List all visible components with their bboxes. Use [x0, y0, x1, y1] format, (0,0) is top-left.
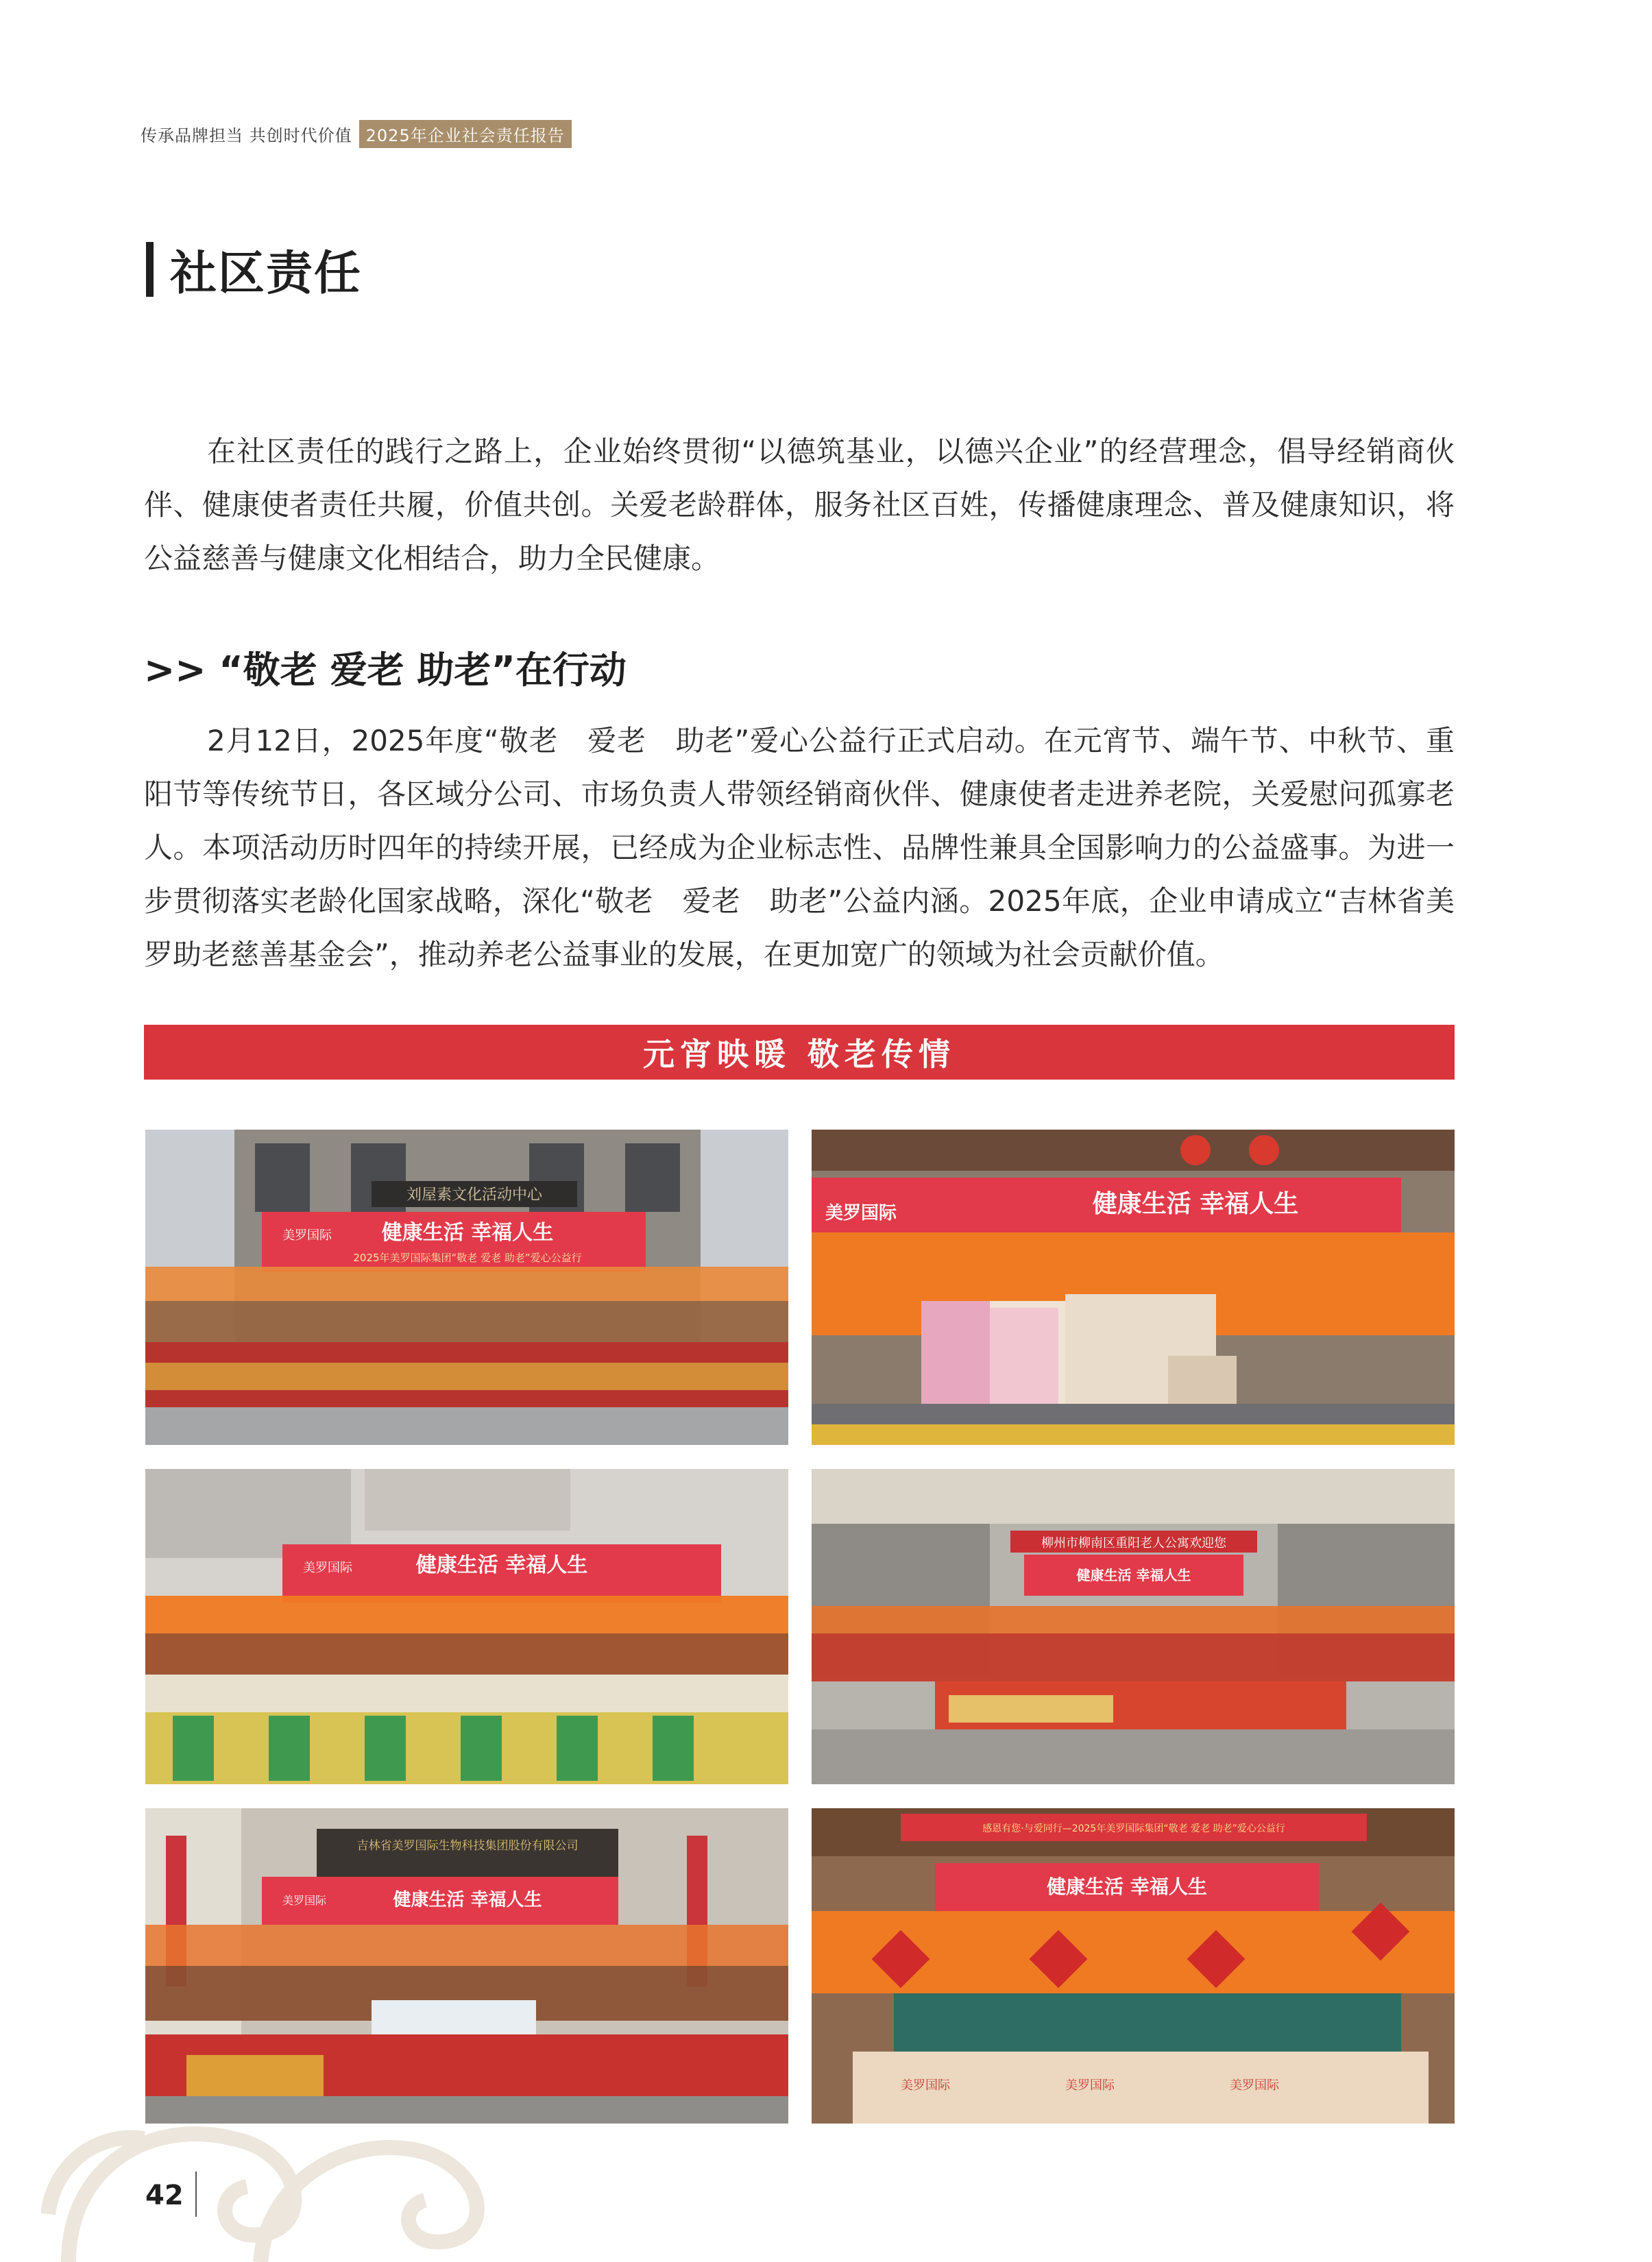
svg-text:健康生活 幸福人生: 健康生活 幸福人生 — [1076, 1567, 1191, 1583]
svg-text:美罗国际: 美罗国际 — [303, 1561, 352, 1575]
svg-text:健康生活 幸福人生: 健康生活 幸福人生 — [381, 1221, 554, 1245]
svg-text:美罗国际: 美罗国际 — [1230, 2078, 1279, 2093]
event-photo-3 — [145, 1469, 788, 1784]
svg-text:健康生活 幸福人生: 健康生活 幸福人生 — [1047, 1875, 1207, 1898]
svg-text:健康生活 幸福人生: 健康生活 幸福人生 — [1092, 1190, 1299, 1218]
photo-section-banner: 元宵映暖 敬老传情 — [144, 1025, 1455, 1080]
cloud-pattern-decoration — [41, 2077, 521, 2262]
section-title-text: 社区责任 — [170, 246, 363, 301]
page-number-divider — [195, 2172, 197, 2217]
subsection-paragraph: 2月12日，2025年度“敬老 爱老 助老”爱心公益行正式启动。在元宵节、端午节、中秋节、重阳节等传统节日，各区域分公司、市场负责人带领经销商伙伴、健康使者走进养老院，关爱慰问孤寡老人。本项活动历时四年的持续开展，已经成为企业标志性、品牌性兼具全国影响力的公益盛事。为进一步贯彻落实老龄化国家战略，深化“敬老 爱老 助老”公益内涵。2025年底，企业申请成立“吉林省美罗助老慈善基金会”，推动养老公益事业的发展，在更加宽广的领域为社会贡献价值。 — [144, 724, 1455, 971]
event-photo-6 — [812, 1808, 1455, 2124]
svg-text:健康生活 幸福人生: 健康生活 幸福人生 — [393, 1890, 542, 1910]
intro-paragraph: 在社区责任的践行之路上，企业始终贯彻“以德筑基业，以德兴企业”的经营理念，倡导经销商伙伴、健康使者责任共履，价值共创。关爱老龄群体，服务社区百姓，传播健康理念、普及健康知识，将公益慈善与健康文化相结合，助力全民健康。 — [144, 435, 1455, 575]
svg-text:2025年美罗国际集团“敬老 爱老 助老”爱心公益行: 2025年美罗国际集团“敬老 爱老 助老”爱心公益行 — [353, 1252, 582, 1264]
photo-6-sign: 感恩有您·与爱同行—2025年美罗国际集团“敬老 爱老 助老”爱心公益行 — [982, 1823, 1285, 1834]
svg-text:美罗国际: 美罗国际 — [901, 2078, 950, 2093]
svg-text:美罗国际: 美罗国际 — [282, 1894, 327, 1907]
svg-text:美罗国际: 美罗国际 — [1065, 2078, 1115, 2093]
svg-text:美罗国际: 美罗国际 — [282, 1228, 332, 1243]
page-number: 42 — [145, 2180, 184, 2211]
svg-text:健康生活 幸福人生: 健康生活 幸福人生 — [415, 1553, 588, 1577]
header-report-tag: 2025年企业社会责任报告 — [359, 120, 572, 148]
event-photo-1 — [145, 1130, 788, 1445]
event-photo-2 — [812, 1130, 1455, 1445]
page-header — [141, 121, 572, 147]
svg-text:美罗国际: 美罗国际 — [825, 1203, 897, 1224]
event-photo-4 — [812, 1469, 1455, 1784]
subsection-heading: >> “敬老 爱老 助老”在行动 — [144, 648, 627, 692]
header-slogan: 传承品牌担当 共创时代价值 — [141, 125, 352, 145]
event-photo-5 — [145, 1808, 788, 2124]
section-title — [146, 241, 363, 301]
photo-1-sign: 刘屋素文化活动中心 — [406, 1187, 543, 1204]
photo-5-sign: 吉林省美罗国际生物科技集团股份有限公司 — [356, 1839, 579, 1853]
section-title-bar — [146, 242, 154, 297]
photo-4-sign: 柳州市柳南区重阳老人公寓欢迎您 — [1041, 1536, 1226, 1550]
